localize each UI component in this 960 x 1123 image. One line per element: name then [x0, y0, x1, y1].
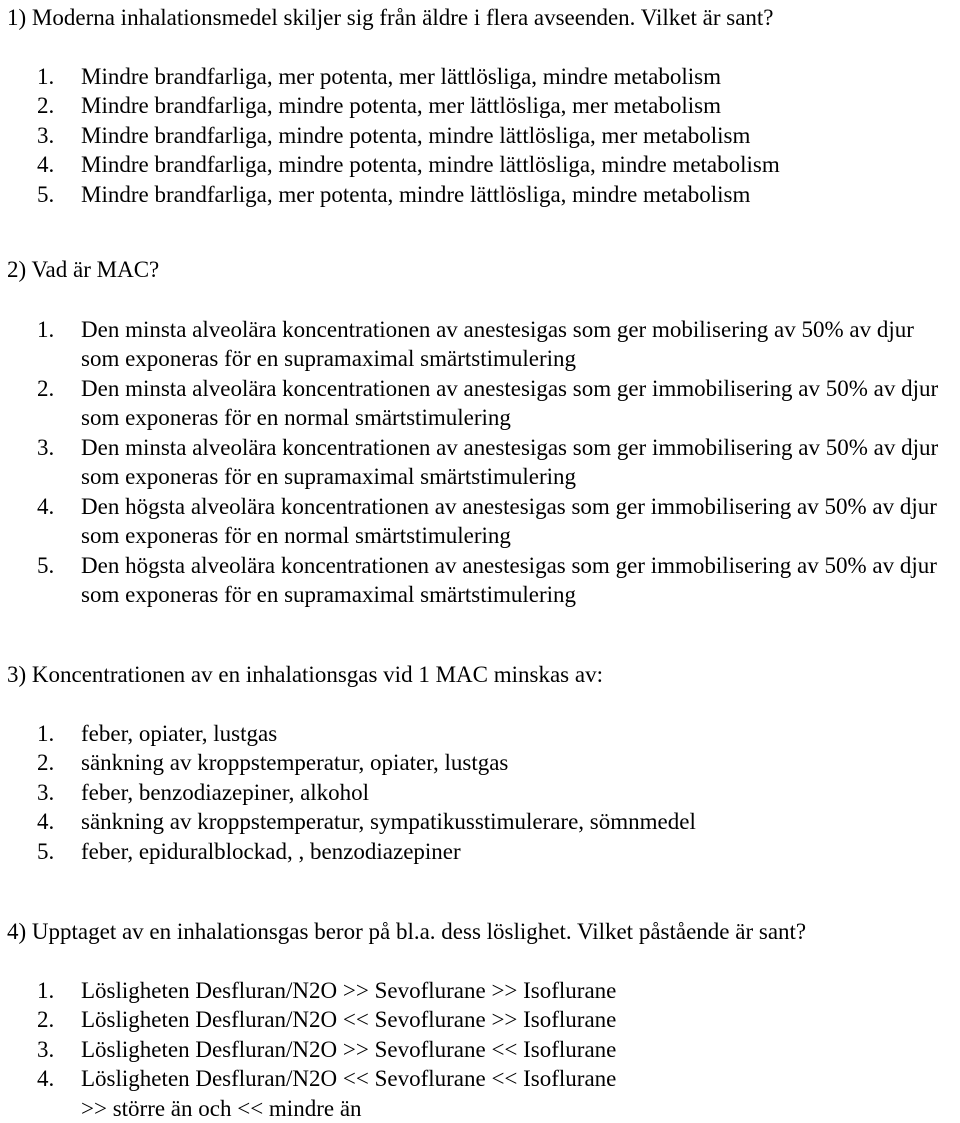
option-item	[7, 1064, 960, 1094]
option-text: Den minsta alveolära koncentrationen av anestesigas som ger immobilisering av 50% av djur som exponeras för en supramaximal smärtstimulering	[81, 435, 938, 490]
option-item	[7, 91, 960, 121]
question-title: 3) Koncentrationen av en inhalationsgas vid 1 MAC minskas av:	[7, 660, 960, 690]
option-list	[7, 315, 960, 610]
question-title: 2) Vad är MAC?	[7, 255, 960, 285]
option-text: sänkning av kroppstemperatur, sympatikusstimulerare, sömnmedel	[81, 809, 696, 834]
option-item	[7, 315, 960, 374]
option-number: 2.	[37, 748, 54, 778]
option-number: 5.	[37, 180, 54, 210]
option-text: Lösligheten Desfluran/N2O >> Sevoflurane >> Isoflurane	[81, 978, 616, 1003]
option-item	[7, 748, 960, 778]
option-text: Den högsta alveolära koncentrationen av anestesigas som ger immobilisering av 50% av djur som exponeras för en normal smärtstimulering	[81, 494, 937, 549]
option-item	[7, 180, 960, 210]
option-number: 3.	[37, 433, 54, 463]
question-title: 4) Upptaget av en inhalationsgas beror på bl.a. dess löslighet. Vilket påstående är sant?	[7, 917, 960, 947]
question-title: 1) Moderna inhalationsmedel skiljer sig från äldre i flera avseenden. Vilket är sant?	[7, 3, 960, 33]
option-item	[7, 837, 960, 867]
symbol-legend: >> större än och << mindre än	[7, 1094, 960, 1123]
option-item	[7, 719, 960, 749]
option-number: 3.	[37, 121, 54, 151]
option-text: Mindre brandfarliga, mer potenta, mindre lättlösliga, mindre metabolism	[81, 182, 750, 207]
option-item	[7, 492, 960, 551]
option-text: Lösligheten Desfluran/N2O << Sevoflurane << Isoflurane	[81, 1066, 616, 1091]
option-item	[7, 807, 960, 837]
option-text: Lösligheten Desfluran/N2O >> Sevoflurane << Isoflurane	[81, 1037, 616, 1062]
option-number: 2.	[37, 91, 54, 121]
option-number: 1.	[37, 62, 54, 92]
option-number: 2.	[37, 1005, 54, 1035]
option-text: feber, opiater, lustgas	[81, 721, 277, 746]
option-list	[7, 976, 960, 1094]
option-number: 3.	[37, 1035, 54, 1065]
option-item	[7, 374, 960, 433]
question-2	[7, 255, 960, 610]
option-text: Mindre brandfarliga, mindre potenta, mindre lättlösliga, mindre metabolism	[81, 152, 780, 177]
option-number: 3.	[37, 778, 54, 808]
option-text: sänkning av kroppstemperatur, opiater, lustgas	[81, 750, 508, 775]
option-text: feber, epiduralblockad, , benzodiazepiner	[81, 839, 461, 864]
option-item	[7, 150, 960, 180]
option-list	[7, 719, 960, 867]
option-text: Mindre brandfarliga, mer potenta, mer lättlösliga, mindre metabolism	[81, 64, 721, 89]
option-number: 4.	[37, 807, 54, 837]
option-list	[7, 62, 960, 210]
option-number: 4.	[37, 492, 54, 522]
option-number: 1.	[37, 315, 54, 345]
option-text: Mindre brandfarliga, mindre potenta, mer lättlösliga, mer metabolism	[81, 93, 721, 118]
option-number: 2.	[37, 374, 54, 404]
option-item	[7, 1005, 960, 1035]
option-item	[7, 976, 960, 1006]
option-text: Den högsta alveolära koncentrationen av anestesigas som ger immobilisering av 50% av djur som exponeras för en supramaximal smärtstimulering	[81, 553, 937, 608]
option-number: 1.	[37, 976, 54, 1006]
option-number: 5.	[37, 837, 54, 867]
option-number: 4.	[37, 1064, 54, 1094]
option-item	[7, 1035, 960, 1065]
option-text: Den minsta alveolära koncentrationen av anestesigas som ger mobilisering av 50% av djur som exponeras för en supramaximal smärtstimulering	[81, 317, 914, 372]
option-number: 4.	[37, 150, 54, 180]
question-4	[7, 917, 960, 1123]
option-item	[7, 551, 960, 610]
option-text: Mindre brandfarliga, mindre potenta, mindre lättlösliga, mer metabolism	[81, 123, 750, 148]
option-text: feber, benzodiazepiner, alkohol	[81, 780, 369, 805]
option-number: 5.	[37, 551, 54, 581]
option-text: Lösligheten Desfluran/N2O << Sevoflurane >> Isoflurane	[81, 1007, 616, 1032]
option-item	[7, 121, 960, 151]
question-1	[7, 3, 960, 209]
question-3	[7, 660, 960, 866]
option-item	[7, 433, 960, 492]
option-text: Den minsta alveolära koncentrationen av anestesigas som ger immobilisering av 50% av djur som exponeras för en normal smärtstimulering	[81, 376, 938, 431]
option-item	[7, 778, 960, 808]
option-number: 1.	[37, 719, 54, 749]
option-item	[7, 62, 960, 92]
